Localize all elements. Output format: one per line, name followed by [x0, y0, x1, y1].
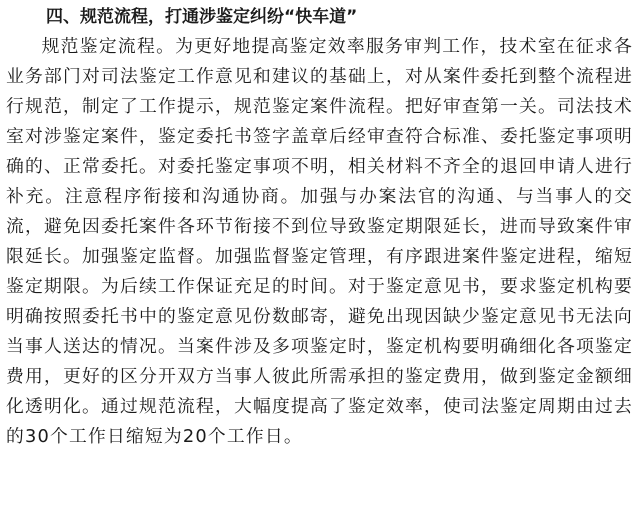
section-heading: 四、规范流程，打通涉鉴定纠纷“快车道”	[46, 7, 358, 27]
body-paragraph: 规范鉴定流程。为更好地提高鉴定效率服务审判工作，技术室在征求各业务部门对司法鉴定工作意见和建议的基础上，对从案件委托到整个流程进行规范，制定了工作提示，规范鉴定案件流程。把好审查第一关。司法技术室对涉鉴定案件，鉴定委托书签字盖章后经审查符合标准、委托鉴定事项明确的、正常委托。对委托鉴定事项不明，相关材料不齐全的退回申请人进行补充。注意程序衔接和沟通协商。加强与办案法官的沟通、与当事人的交流，避免因委托案件各环节衔接不到位导致鉴定期限延长，进而导致案件审限延长。加强鉴定监督。加强监督鉴定管理，有序跟进案件鉴定进程，缩短鉴定期限。为后续工作保证充足的时间。对于鉴定意见书，要求鉴定机构要明确按照委托书中的鉴定意见份数邮寄，避免出现因缺少鉴定意见书无法向当事人送达的情况。当案件涉及多项鉴定时，鉴定机构要明确细化各项鉴定费用，更好的区分开双方当事人彼此所需承担的鉴定费用，做到鉴定金额细化透明化。通过规范流程，大幅度提高了鉴定效率，使司法鉴定周期由过去的30个工作日缩短为20个工作日。	[6, 36, 633, 447]
